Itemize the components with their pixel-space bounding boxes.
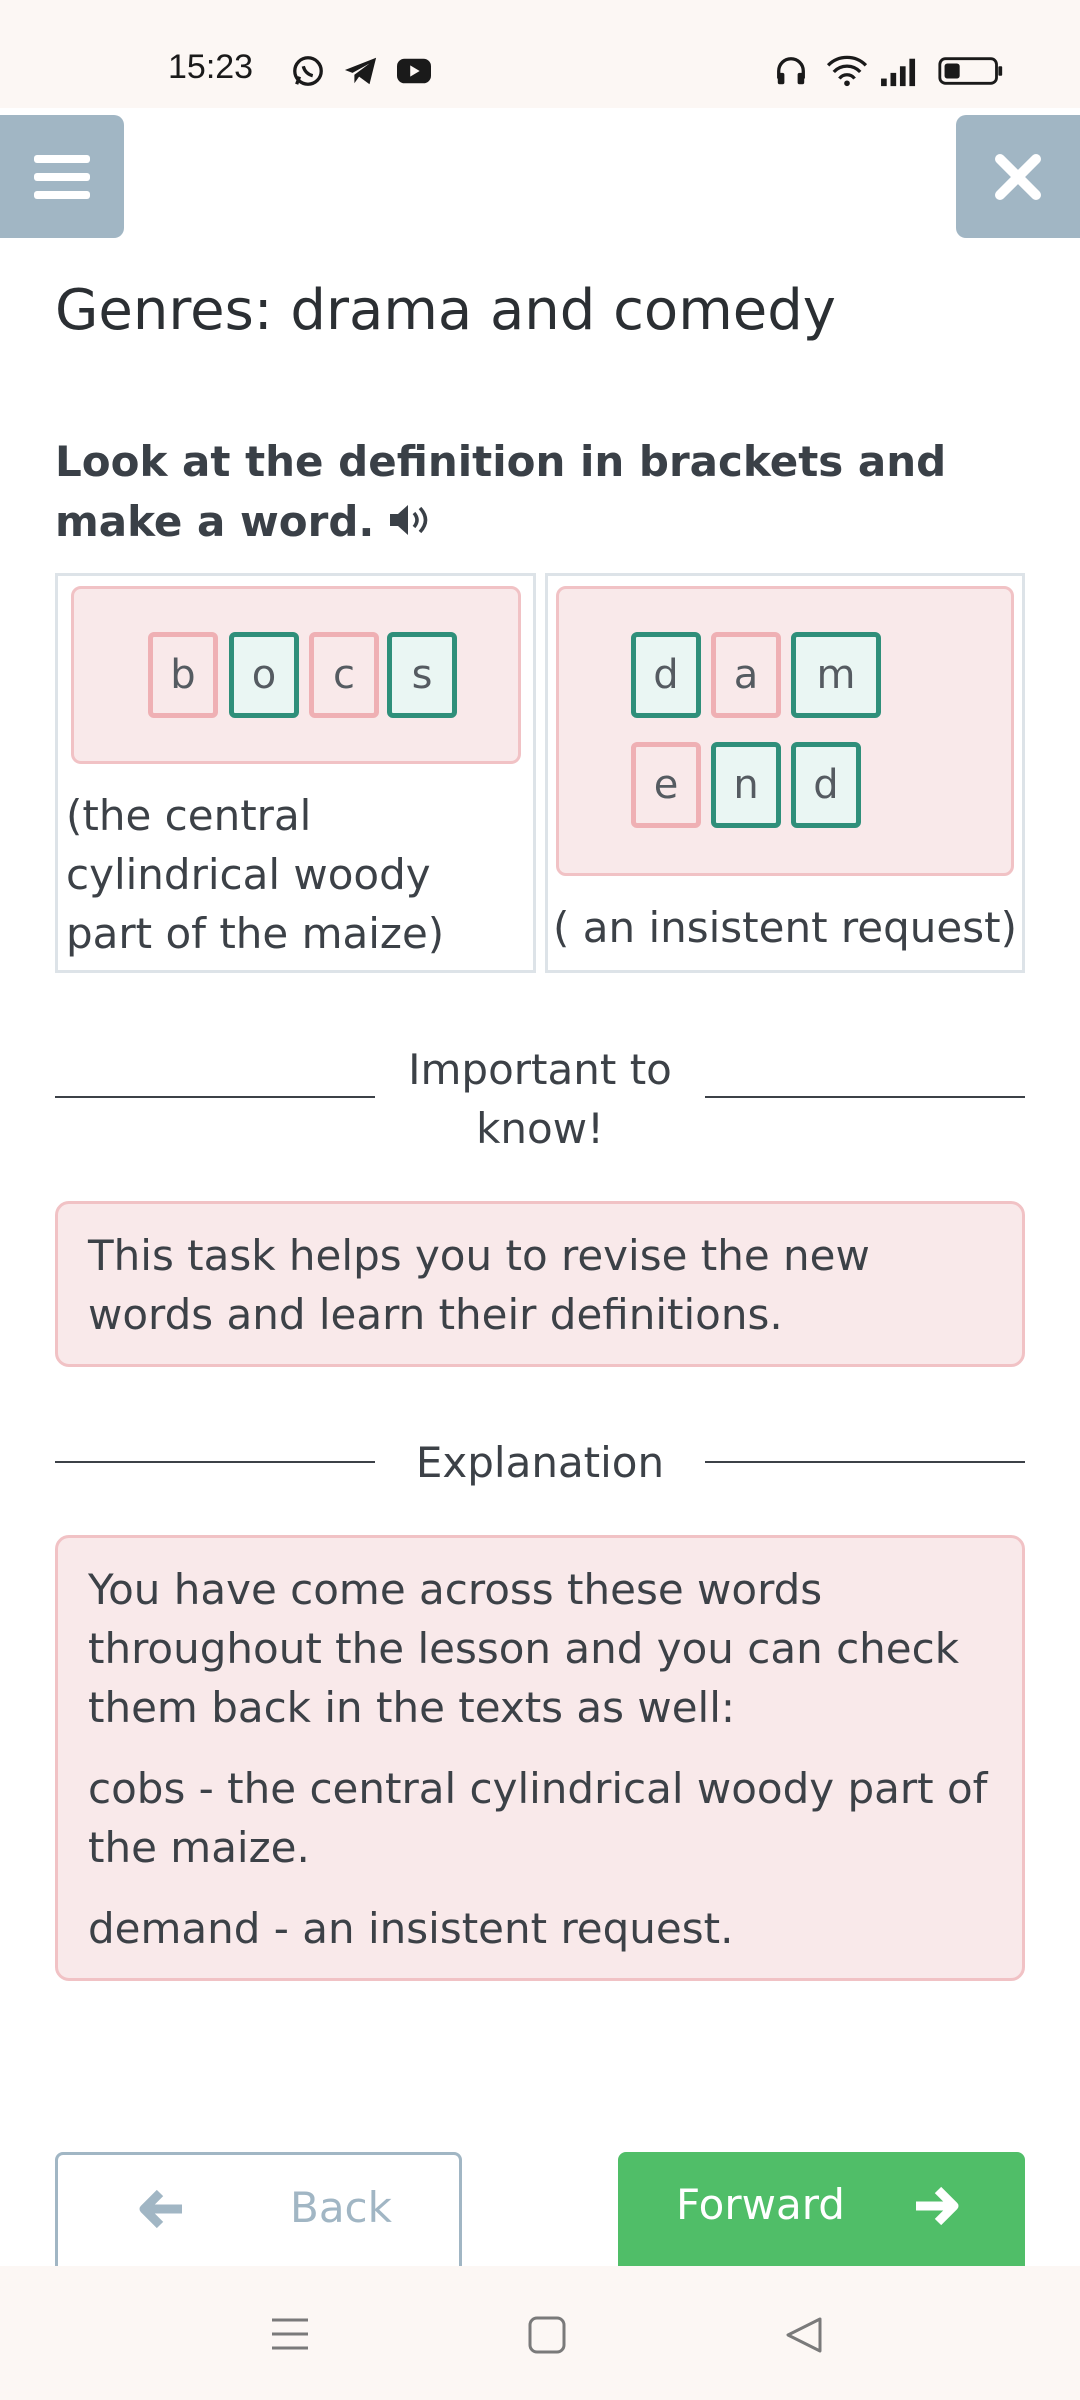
divider-line	[55, 1096, 375, 1098]
letter-tile[interactable]: m	[791, 632, 881, 718]
important-heading: Important to know!	[408, 1045, 672, 1153]
hamburger-icon	[34, 153, 90, 201]
recent-apps-icon[interactable]	[270, 2316, 310, 2352]
word-drop-zone[interactable]	[71, 586, 521, 764]
word-card-2	[545, 573, 1025, 973]
page-title: Genres: drama and comedy	[55, 278, 836, 343]
explanation-heading: Explanation	[415, 1438, 665, 1487]
back-nav-icon[interactable]	[784, 2316, 824, 2354]
signal-icon	[878, 54, 920, 88]
letter-tile[interactable]: e	[631, 742, 701, 828]
explanation-paragraph: demand - an insistent request.	[88, 1904, 734, 1953]
system-nav-bar	[0, 2266, 1080, 2400]
status-time: 15:23	[168, 48, 254, 86]
explanation-paragraph: You have come across these words throughout the lesson and you can check them back in the texts as well:	[88, 1565, 960, 1732]
word-card-1	[55, 573, 536, 973]
instruction	[55, 432, 1015, 555]
divider-line	[705, 1096, 1025, 1098]
letter-tile[interactable]: s	[387, 632, 457, 718]
back-button[interactable]	[55, 2152, 462, 2272]
letter-tile[interactable]: n	[711, 742, 781, 828]
important-text: This task helps you to revise the new words and learn their definitions.	[88, 1231, 870, 1339]
whatsapp-icon	[290, 54, 326, 88]
menu-button[interactable]	[0, 115, 124, 238]
important-box	[55, 1201, 1025, 1367]
youtube-icon	[394, 54, 434, 88]
letter-tile[interactable]: o	[229, 632, 299, 718]
arrow-right-icon	[914, 2186, 960, 2226]
definition-text: ( an insistent request)	[553, 903, 1017, 952]
letter-tile[interactable]: d	[791, 742, 861, 828]
divider-line	[55, 1461, 375, 1463]
word-drop-zone[interactable]	[556, 586, 1014, 876]
wifi-icon	[824, 54, 870, 88]
home-icon[interactable]	[528, 2316, 566, 2354]
telegram-icon	[342, 54, 380, 88]
instruction-text: Look at the definition in brackets and make a word.	[55, 437, 947, 546]
speaker-icon[interactable]	[388, 495, 432, 555]
status-bar	[0, 0, 1080, 108]
definition-text: (the central cylindrical woody part of the maize)	[66, 791, 445, 958]
headphones-icon	[774, 54, 808, 88]
explanation-box	[55, 1535, 1025, 1981]
letter-tile[interactable]: c	[309, 632, 379, 718]
arrow-left-icon	[138, 2189, 184, 2229]
letter-tile[interactable]: b	[148, 632, 218, 718]
letter-tile[interactable]: a	[711, 632, 781, 718]
battery-icon	[936, 54, 1006, 88]
forward-button[interactable]	[618, 2152, 1025, 2272]
explanation-paragraph: cobs - the central cylindrical woody part of the maize.	[88, 1764, 988, 1872]
letter-tile[interactable]: d	[631, 632, 701, 718]
forward-label: Forward	[676, 2180, 845, 2229]
close-icon	[994, 153, 1042, 201]
divider-line	[705, 1461, 1025, 1463]
close-button[interactable]	[956, 115, 1080, 238]
back-label: Back	[290, 2183, 392, 2232]
